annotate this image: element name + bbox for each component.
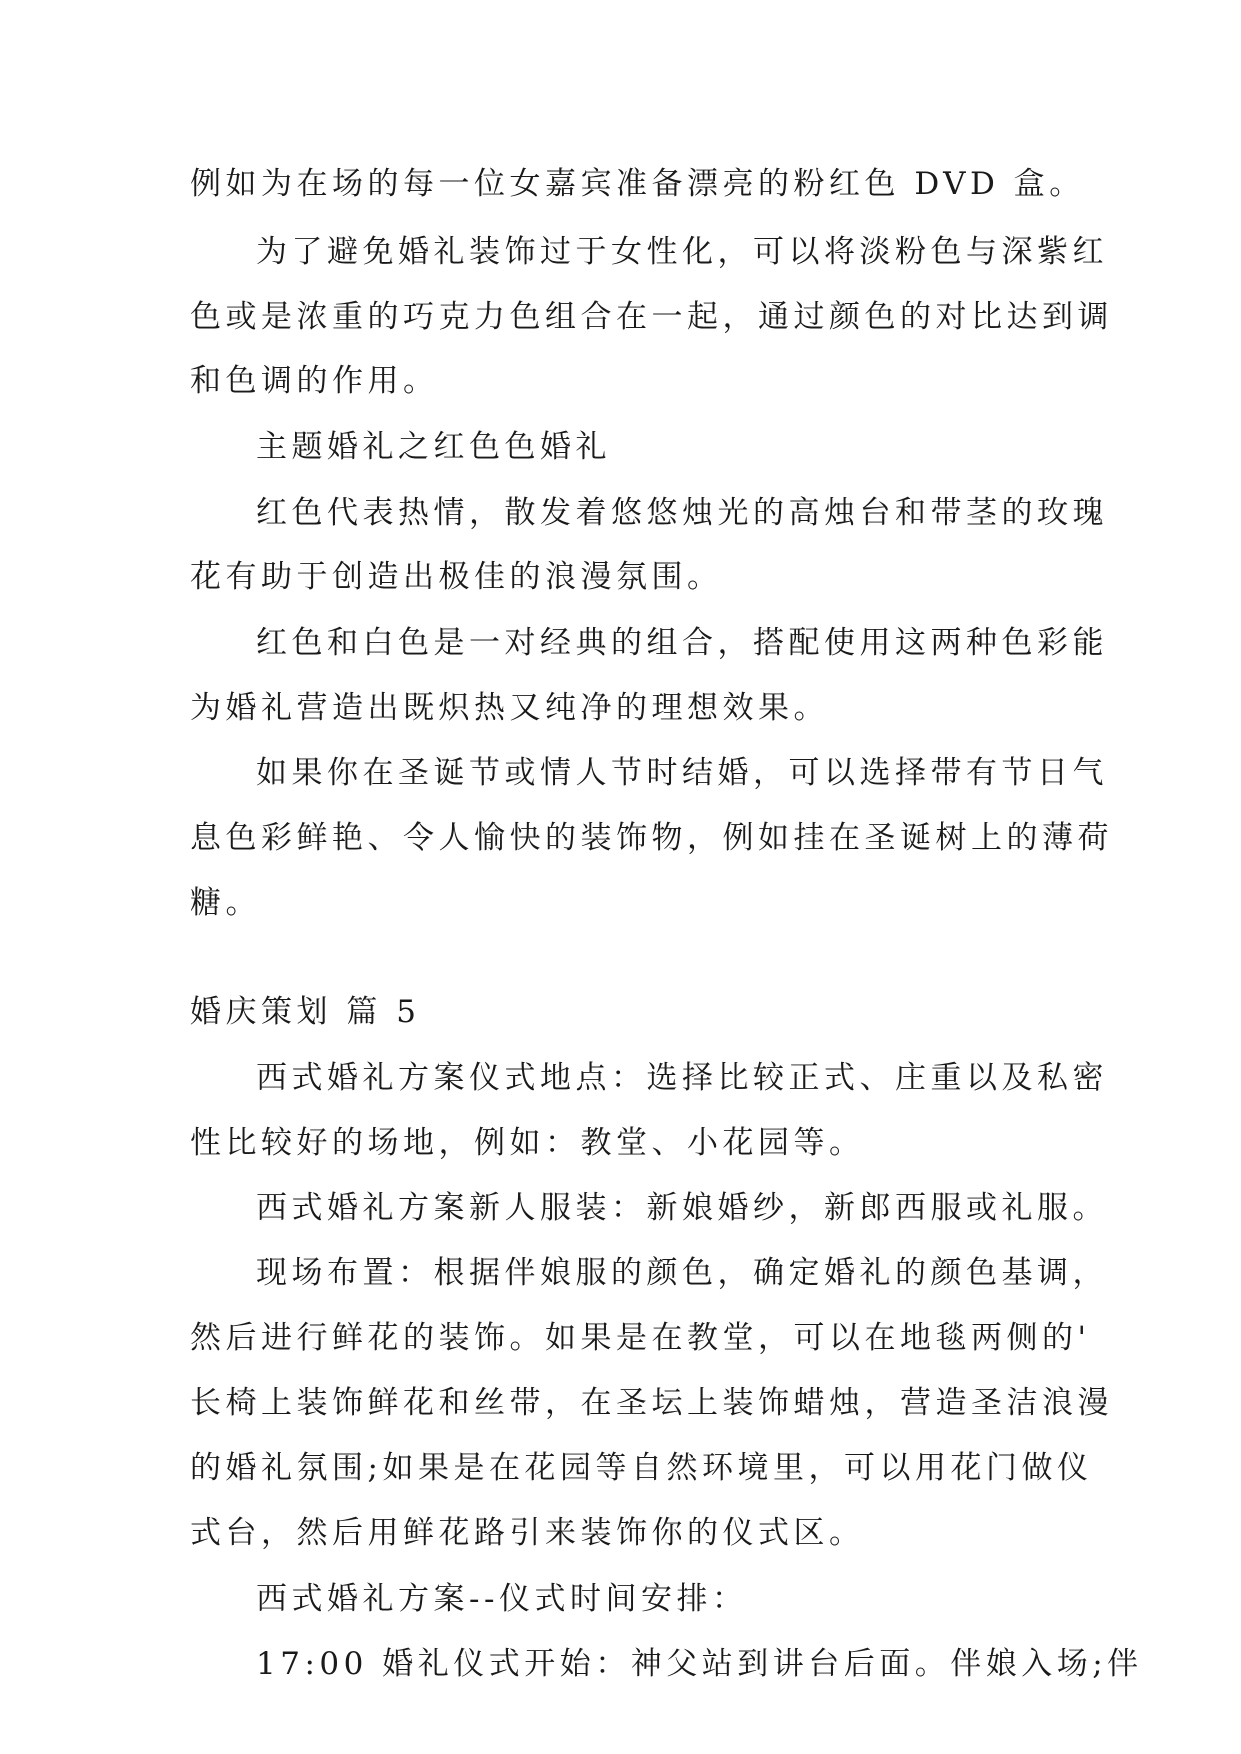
- text-line: 花有助于创造出极佳的浪漫氛围。: [190, 559, 723, 595]
- paragraph-start: 17:00 婚礼仪式开始：神父站到讲台后面。伴娘入场;伴: [256, 1646, 1143, 1682]
- text-line: 糖。: [190, 885, 261, 921]
- text-line: 和色调的作用。: [190, 363, 439, 399]
- text-line: 性比较好的场地，例如：教堂、小花园等。: [190, 1125, 865, 1161]
- text-line: 色或是浓重的巧克力色组合在一起，通过颜色的对比达到调: [190, 299, 1113, 335]
- text-line: 式台，然后用鲜花路引来装饰你的仪式区。: [190, 1515, 865, 1551]
- paragraph-start: 红色代表热情，散发着悠悠烛光的高烛台和带茎的玫瑰: [256, 495, 1108, 531]
- text-line: 然后进行鲜花的装饰。如果是在教堂，可以在地毯两侧的': [190, 1320, 1091, 1356]
- paragraph-start: 现场布置：根据伴娘服的颜色，确定婚礼的颜色基调，: [256, 1255, 1108, 1291]
- paragraph-start: 如果你在圣诞节或情人节时结婚，可以选择带有节日气: [256, 755, 1108, 791]
- article-heading: 婚庆策划 篇 5: [190, 994, 421, 1030]
- text-line: 的婚礼氛围;如果是在花园等自然环境里，可以用花门做仪: [190, 1450, 1093, 1486]
- text-line: 息色彩鲜艳、令人愉快的装饰物，例如挂在圣诞树上的薄荷: [190, 820, 1113, 856]
- section-heading: 主题婚礼之红色色婚礼: [256, 429, 611, 465]
- text-line: 长椅上装饰鲜花和丝带，在圣坛上装饰蜡烛，营造圣洁浪漫: [190, 1385, 1113, 1421]
- text-line: 为婚礼营造出既炽热又纯净的理想效果。: [190, 690, 829, 726]
- paragraph-start: 西式婚礼方案--仪式时间安排：: [256, 1581, 748, 1617]
- paragraph-start: 西式婚礼方案新人服装：新娘婚纱，新郎西服或礼服。: [256, 1190, 1108, 1226]
- text-line: 例如为在场的每一位女嘉宾准备漂亮的粉红色 DVD 盒。: [190, 166, 1085, 202]
- paragraph-start: 红色和白色是一对经典的组合，搭配使用这两种色彩能: [256, 625, 1108, 661]
- paragraph-start: 为了避免婚礼装饰过于女性化，可以将淡粉色与深紫红: [256, 234, 1108, 270]
- paragraph-start: 西式婚礼方案仪式地点：选择比较正式、庄重以及私密: [256, 1060, 1108, 1096]
